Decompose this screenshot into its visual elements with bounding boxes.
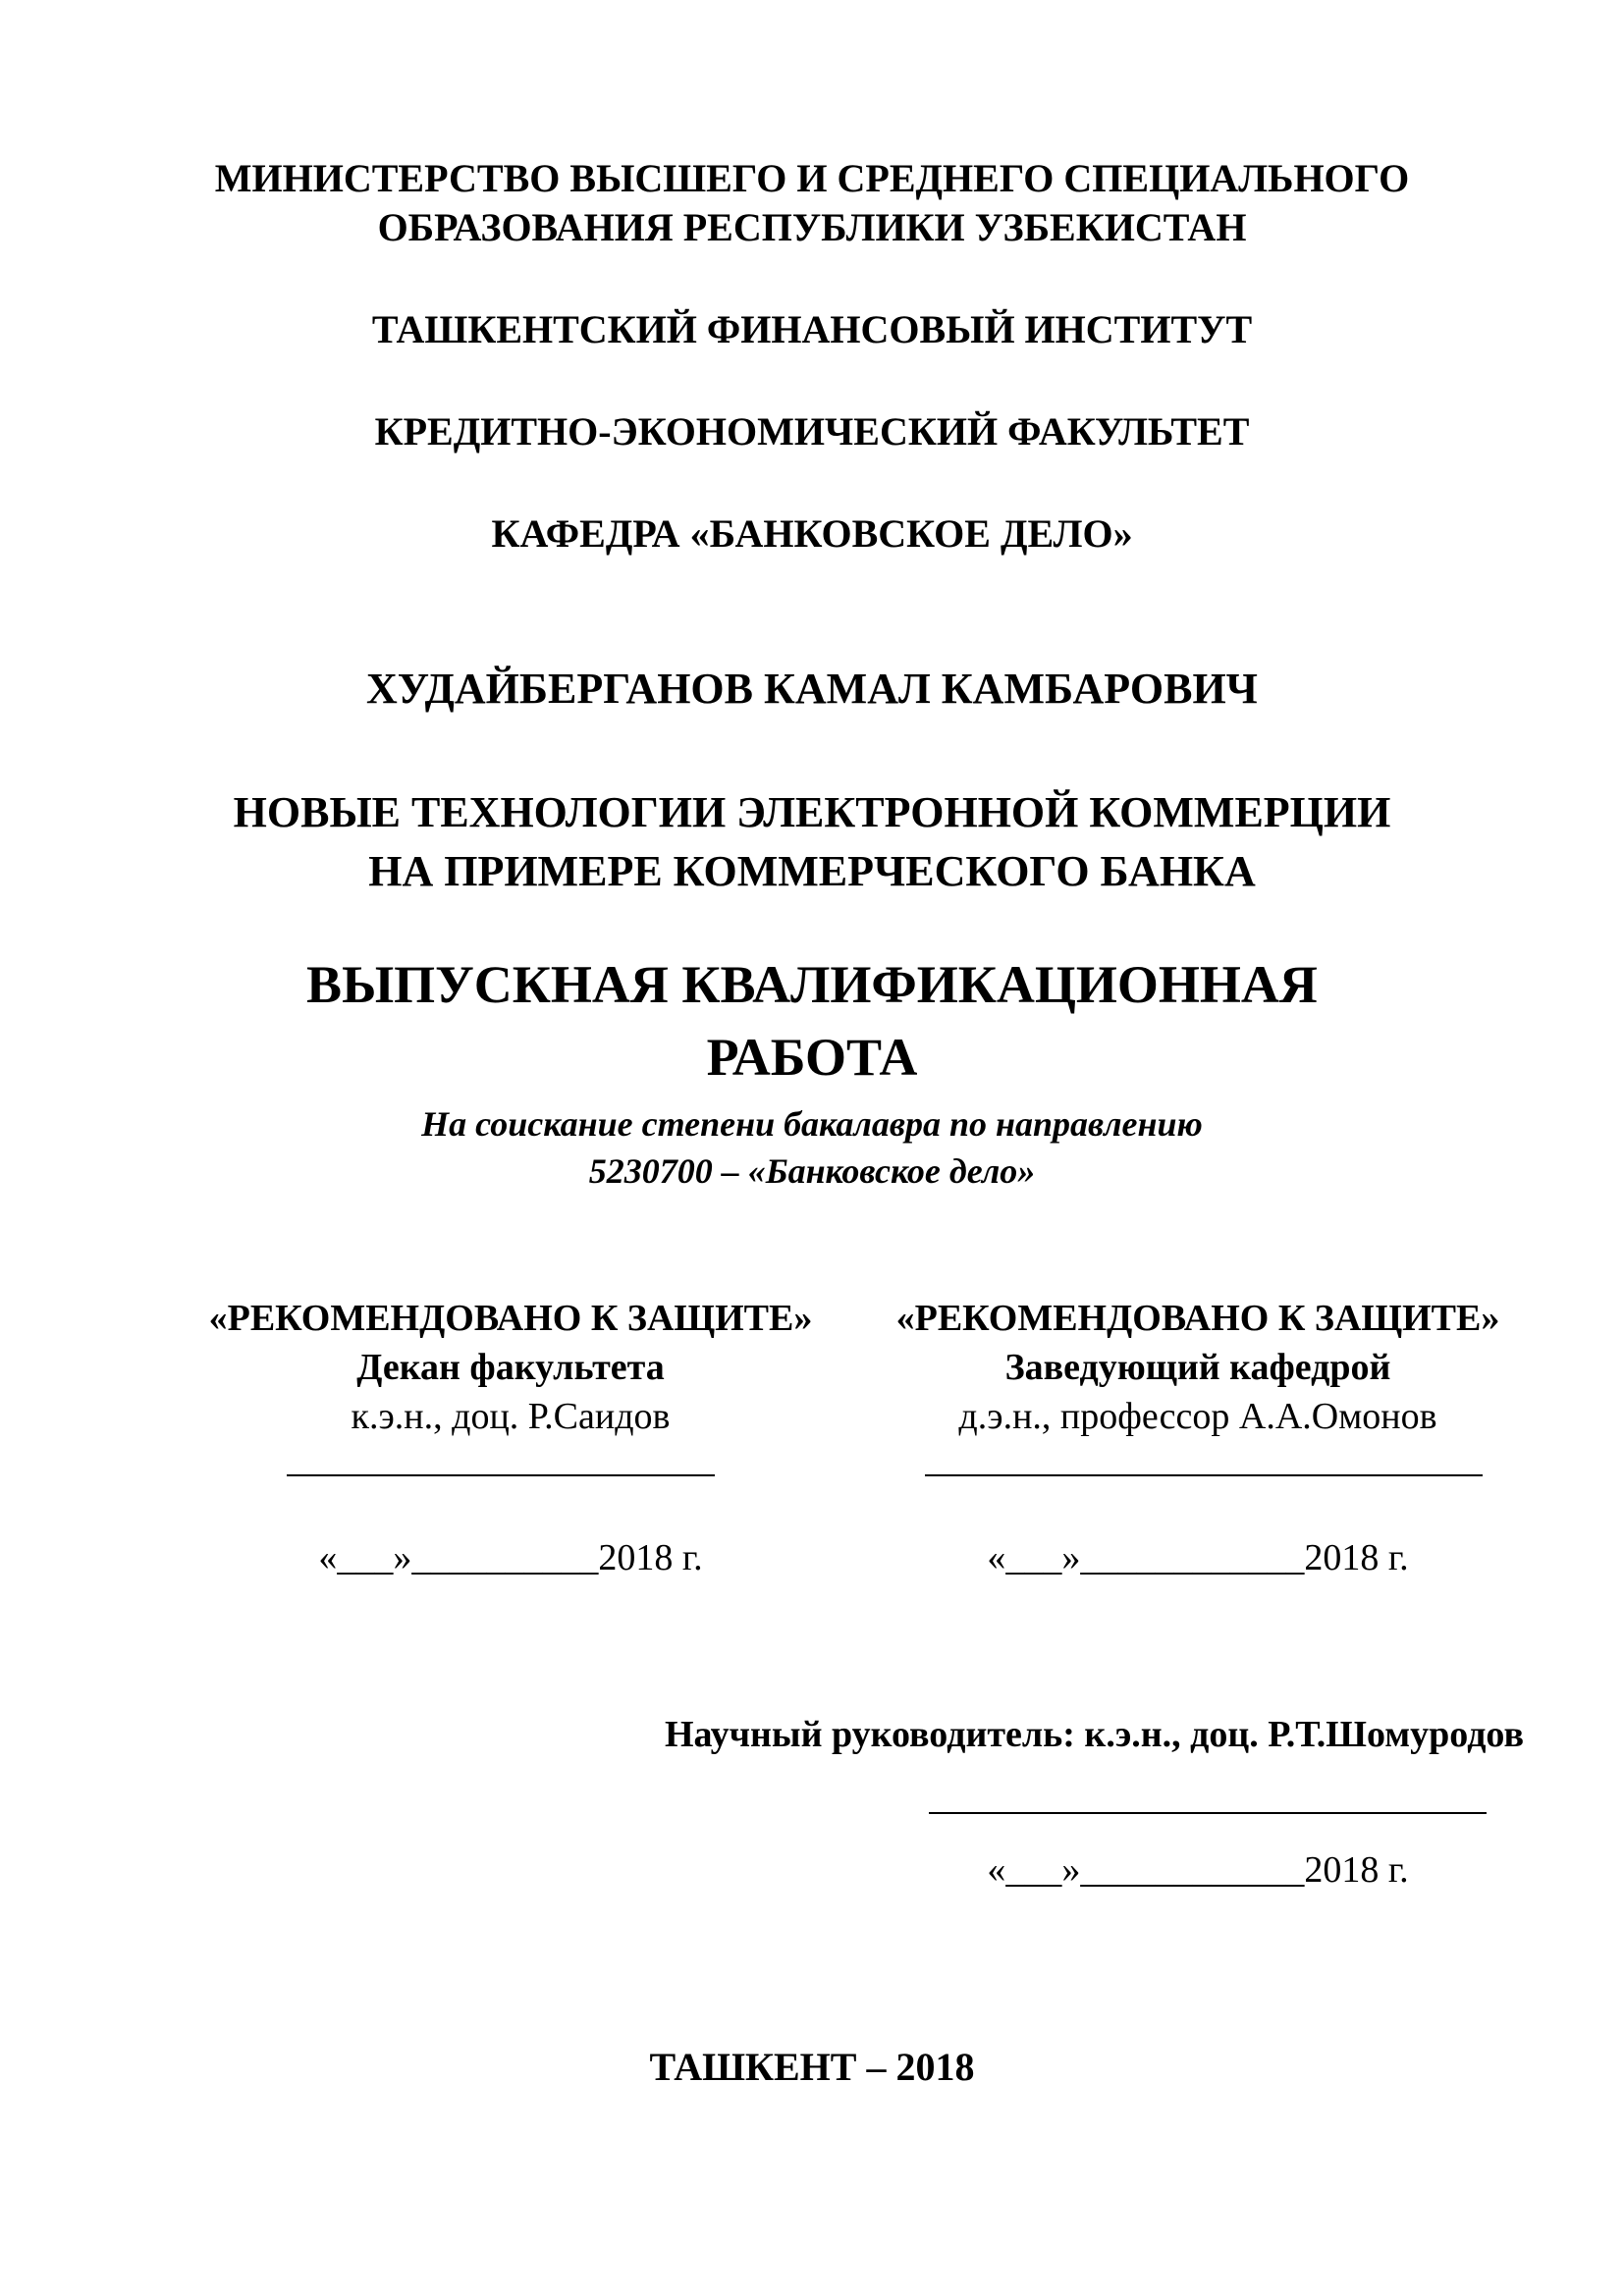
approval-right-date: «___»____________2018 г. <box>987 1537 1409 1578</box>
thesis-title-line-1: НОВЫЕ ТЕХНОЛОГИИ ЭЛЕКТРОННОЙ КОММЕРЦИИ <box>233 788 1391 836</box>
supervisor-label: Научный руководитель: к.э.н., доц. Р.Т.Шомуродов <box>664 1714 1524 1755</box>
approval-left-position: Декан факультета <box>356 1347 665 1388</box>
approval-right-stamp: «РЕКОМЕНДОВАНО К ЗАЩИТЕ» <box>895 1298 1500 1339</box>
approval-right-position: Заведующий кафедрой <box>1004 1347 1391 1388</box>
author-name: ХУДАЙБЕРГАНОВ КАМАЛ КАМБАРОВИЧ <box>366 665 1258 713</box>
degree-line-2: 5230700 – «Банковское дело» <box>588 1151 1036 1191</box>
supervisor-date: «___»____________2018 г. <box>987 1849 1409 1891</box>
ministry-line-1: МИНИСТЕРСТВО ВЫСШЕГО И СРЕДНЕГО СПЕЦИАЛЬНОГО <box>214 156 1410 200</box>
approval-right-person: д.э.н., профессор А.А.Омонов <box>958 1396 1437 1437</box>
degree-line-1: На соискание степени бакалавра по направлению <box>421 1104 1203 1144</box>
institute-name: ТАШКЕНТСКИЙ ФИНАНСОВЫЙ ИНСТИТУТ <box>371 307 1253 351</box>
approval-right-signature-line <box>925 1474 1483 1476</box>
approval-left-person: к.э.н., доц. Р.Саидов <box>351 1396 671 1437</box>
footer-city-year: ТАШКЕНТ – 2018 <box>649 2045 975 2089</box>
ministry-line-2: ОБРАЗОВАНИЯ РЕСПУБЛИКИ УЗБЕКИСТАН <box>377 205 1247 249</box>
supervisor-signature-line <box>929 1812 1487 1814</box>
thesis-title-line-2: НА ПРИМЕРЕ КОММЕРЧЕСКОГО БАНКА <box>368 847 1256 895</box>
department-name: КАФЕДРА «БАНКОВСКОЕ ДЕЛО» <box>491 511 1133 556</box>
approval-left-signature-line <box>287 1474 715 1476</box>
faculty-name: КРЕДИТНО-ЭКОНОМИЧЕСКИЙ ФАКУЛЬТЕТ <box>374 409 1250 454</box>
work-type-line-1: ВЫПУСКНАЯ КВАЛИФИКАЦИОННАЯ <box>306 955 1318 1014</box>
approval-left-stamp: «РЕКОМЕНДОВАНО К ЗАЩИТЕ» <box>208 1298 813 1339</box>
approval-left-date: «___»__________2018 г. <box>318 1537 703 1578</box>
work-type-line-2: РАБОТА <box>706 1028 918 1087</box>
